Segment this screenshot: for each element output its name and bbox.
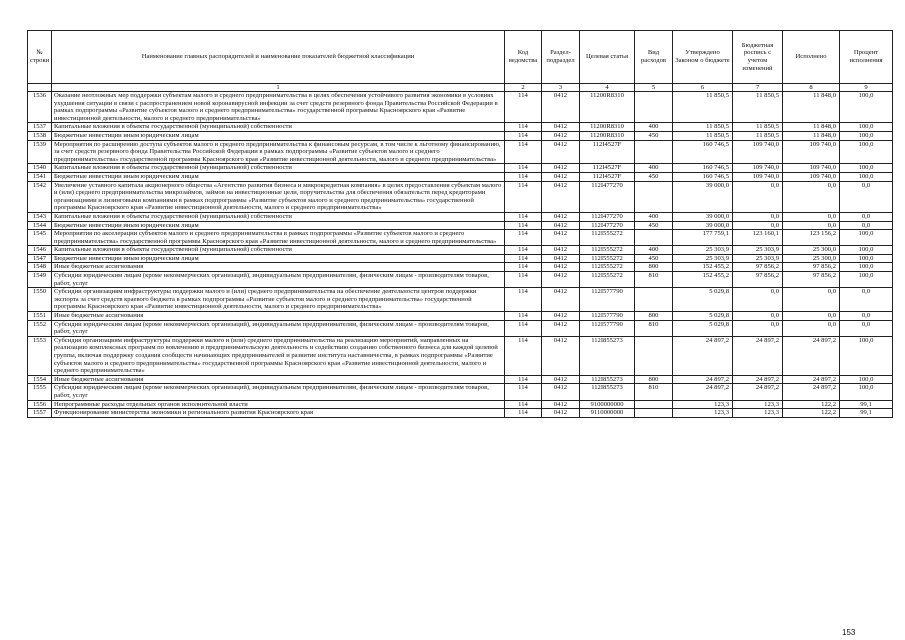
- table-row: [28, 336, 893, 375]
- approved-cell: 160 746,5: [673, 140, 733, 164]
- approved-cell: 11 850,5: [673, 131, 733, 140]
- column-index: 5: [635, 84, 673, 92]
- percent-cell: 100,0: [840, 123, 893, 132]
- row-number-cell: 1548: [28, 263, 52, 272]
- target-item-cell: 112I477270: [580, 181, 635, 212]
- expense-type-cell: 450: [635, 131, 673, 140]
- expense-type-cell: 450: [635, 254, 673, 263]
- roster-cell: 11 850,5: [733, 131, 783, 140]
- target-item-cell: 112I4527F: [580, 140, 635, 164]
- approved-cell: 123,3: [673, 409, 733, 418]
- row-name-cell: Субсидии юридическим лицам (кроме некоммерческих организаций), индивидуальным предпринимателям, физическим лицам - производителям товаров, работ, услуг: [52, 320, 505, 336]
- section-cell: 0412: [542, 409, 580, 418]
- target-item-cell: 9110000000: [580, 409, 635, 418]
- executed-cell: 25 300,0: [783, 246, 840, 255]
- column-index: 7: [733, 84, 783, 92]
- percent-cell: 99,1: [840, 409, 893, 418]
- budget-execution-table: [27, 30, 893, 418]
- table-row: [28, 221, 893, 230]
- expense-type-cell: [635, 140, 673, 164]
- header-name: Наименование главных распорядителей и наименование показателей бюджетной классификации: [52, 31, 505, 84]
- target-item-cell: 112I555272: [580, 246, 635, 255]
- roster-cell: 123,3: [733, 409, 783, 418]
- row-name-cell: Функционирование министерства экономики и регионального развития Красноярского края: [52, 409, 505, 418]
- row-number-cell: 1540: [28, 164, 52, 173]
- table-row: [28, 312, 893, 321]
- table-row: [28, 246, 893, 255]
- row-number-cell: 1544: [28, 221, 52, 230]
- row-name-cell: Мероприятия по акселерации субъектов малого и среднего предпринимательства в рамках подпрограммы «Развитие субъектов малого и среднего предпринимательства» государственной программы Красноярского края «Развитие инвестиционной деятельности, малого и среднего предпринимательства»: [52, 230, 505, 246]
- expense-type-cell: 450: [635, 172, 673, 181]
- percent-cell: 100,0: [840, 92, 893, 123]
- section-cell: 0412: [542, 400, 580, 409]
- section-cell: 0412: [542, 246, 580, 255]
- row-number-cell: 1543: [28, 212, 52, 221]
- roster-cell: 109 740,0: [733, 140, 783, 164]
- roster-cell: 25 303,9: [733, 254, 783, 263]
- executed-cell: 11 848,0: [783, 123, 840, 132]
- header-executed: Исполнено: [783, 31, 840, 84]
- department-code-cell: 114: [505, 131, 542, 140]
- table-row: [28, 254, 893, 263]
- table-row: [28, 181, 893, 212]
- target-item-cell: 11200R8310: [580, 92, 635, 123]
- section-cell: 0412: [542, 272, 580, 288]
- expense-type-cell: [635, 336, 673, 375]
- roster-cell: 24 897,2: [733, 384, 783, 400]
- section-cell: 0412: [542, 123, 580, 132]
- target-item-cell: 112I855273: [580, 375, 635, 384]
- expense-type-cell: [635, 181, 673, 212]
- department-code-cell: 114: [505, 123, 542, 132]
- department-code-cell: 114: [505, 312, 542, 321]
- header-percent: Процент исполнения: [840, 31, 893, 84]
- table-row: [28, 320, 893, 336]
- target-item-cell: 11200R8310: [580, 131, 635, 140]
- percent-cell: 100,0: [840, 230, 893, 246]
- approved-cell: 39 000,0: [673, 221, 733, 230]
- section-cell: 0412: [542, 336, 580, 375]
- row-name-cell: Бюджетные инвестиции иным юридическим лицам: [52, 131, 505, 140]
- percent-cell: 100,0: [840, 272, 893, 288]
- percent-cell: 100,0: [840, 336, 893, 375]
- section-cell: 0412: [542, 312, 580, 321]
- expense-type-cell: [635, 409, 673, 418]
- table-row: [28, 230, 893, 246]
- executed-cell: 0,0: [783, 312, 840, 321]
- executed-cell: 109 740,0: [783, 172, 840, 181]
- executed-cell: 0,0: [783, 221, 840, 230]
- section-cell: 0412: [542, 375, 580, 384]
- department-code-cell: 114: [505, 288, 542, 312]
- roster-cell: 11 850,5: [733, 92, 783, 123]
- expense-type-cell: 450: [635, 221, 673, 230]
- table-row: [28, 172, 893, 181]
- header-row-number: № строки: [28, 31, 52, 84]
- row-name-cell: Оказание неотложных мер поддержки субъектам малого и среднего предпринимательства в целях обеспечения устойчивого развития экономики в условиях ухудшения ситуации в связи с распространением новой коронавирусной инфекции за счет средств резервного фонда Правительства Российской Федерации в рамках подпрограммы «Развитие субъектов малого и среднего предпринимательства» государственной программы Красноярского края «Развитие инвестиционной деятельности, малого и среднего предпринимательства»: [52, 92, 505, 123]
- column-index: 2: [505, 84, 542, 92]
- department-code-cell: 114: [505, 375, 542, 384]
- department-code-cell: 114: [505, 164, 542, 173]
- row-number-cell: 1537: [28, 123, 52, 132]
- target-item-cell: 112I477270: [580, 212, 635, 221]
- row-number-cell: 1554: [28, 375, 52, 384]
- percent-cell: 100,0: [840, 384, 893, 400]
- table-row: [28, 123, 893, 132]
- target-item-cell: 112I577790: [580, 312, 635, 321]
- department-code-cell: 114: [505, 246, 542, 255]
- approved-cell: 24 897,2: [673, 384, 733, 400]
- column-index: 9: [840, 84, 893, 92]
- section-cell: 0412: [542, 131, 580, 140]
- table-row: [28, 140, 893, 164]
- section-cell: 0412: [542, 254, 580, 263]
- table-row: [28, 288, 893, 312]
- column-index: 8: [783, 84, 840, 92]
- expense-type-cell: 400: [635, 212, 673, 221]
- roster-cell: 25 303,9: [733, 246, 783, 255]
- approved-cell: 25 303,9: [673, 246, 733, 255]
- approved-cell: 160 746,5: [673, 164, 733, 173]
- roster-cell: 24 897,2: [733, 375, 783, 384]
- table-row: [28, 375, 893, 384]
- row-number-cell: 1551: [28, 312, 52, 321]
- executed-cell: 109 740,0: [783, 164, 840, 173]
- expense-type-cell: [635, 288, 673, 312]
- approved-cell: 39 000,0: [673, 181, 733, 212]
- executed-cell: 24 897,2: [783, 336, 840, 375]
- department-code-cell: 114: [505, 336, 542, 375]
- percent-cell: 100,0: [840, 172, 893, 181]
- row-name-cell: Субсидия организациям инфраструктуры поддержки малого и (или) среднего предпринимательства на реализацию мероприятий, направленных на реализацию комплексных программ по вовлечению в предпринимательскую деятельность и содействию созданию собственного бизнеса для каждой целевой группы, включая поддержку создания сообществ начинающих предпринимателей и развитие института наставничества, в рамках подпрограммы «Развитие субъектов малого и среднего предпринимательства» государственной программы Красноярского края «Развитие инвестиционной деятельности, малого и среднего предпринимательства»: [52, 336, 505, 375]
- percent-cell: 99,1: [840, 400, 893, 409]
- section-cell: 0412: [542, 263, 580, 272]
- expense-type-cell: 810: [635, 320, 673, 336]
- executed-cell: 109 740,0: [783, 140, 840, 164]
- row-number-cell: 1536: [28, 92, 52, 123]
- row-name-cell: Иные бюджетные ассигнования: [52, 375, 505, 384]
- expense-type-cell: 800: [635, 263, 673, 272]
- table-row: [28, 272, 893, 288]
- row-name-cell: Бюджетные инвестиции иным юридическим лицам: [52, 254, 505, 263]
- approved-cell: 5 029,8: [673, 288, 733, 312]
- page-number: 153: [842, 628, 856, 637]
- percent-cell: 100,0: [840, 375, 893, 384]
- roster-cell: 109 740,0: [733, 164, 783, 173]
- table-row: [28, 263, 893, 272]
- percent-cell: 0,0: [840, 181, 893, 212]
- expense-type-cell: 800: [635, 312, 673, 321]
- row-number-cell: 1547: [28, 254, 52, 263]
- target-item-cell: 112I855273: [580, 336, 635, 375]
- section-cell: 0412: [542, 140, 580, 164]
- executed-cell: 24 897,2: [783, 375, 840, 384]
- target-item-cell: 112I4527F: [580, 172, 635, 181]
- executed-cell: 122,2: [783, 400, 840, 409]
- row-number-cell: 1550: [28, 288, 52, 312]
- roster-cell: 109 740,0: [733, 172, 783, 181]
- row-name-cell: Бюджетные инвестиции иным юридическим лицам: [52, 172, 505, 181]
- column-index: [28, 84, 52, 92]
- executed-cell: 11 848,0: [783, 131, 840, 140]
- target-item-cell: 11200R8310: [580, 123, 635, 132]
- table-row: [28, 400, 893, 409]
- section-cell: 0412: [542, 92, 580, 123]
- row-number-cell: 1541: [28, 172, 52, 181]
- table-row: [28, 384, 893, 400]
- approved-cell: 5 029,8: [673, 312, 733, 321]
- percent-cell: 100,0: [840, 246, 893, 255]
- row-name-cell: Иные бюджетные ассигнования: [52, 263, 505, 272]
- section-cell: 0412: [542, 212, 580, 221]
- section-cell: 0412: [542, 384, 580, 400]
- row-name-cell: Увеличение уставного капитала акционерного общества «Агентство развития бизнеса и микрокредитная компания» в целях предоставления субъектам малого и (или) среднего предпринимательства микрозаймов, займов на инвестиционные цели, поручительства для обеспечения обязательств перед кредиторами организациями и лизинговыми компаниями в рамках подпрограммы «Развитие субъектов малого и среднего предпринимательства» государственной программы Красноярского края «Развитие инвестиционной деятельности, малого и среднего предпринимательства»: [52, 181, 505, 212]
- executed-cell: 122,2: [783, 409, 840, 418]
- target-item-cell: 112I477270: [580, 221, 635, 230]
- section-cell: 0412: [542, 172, 580, 181]
- row-name-cell: Капитальные вложения в объекты государственной (муниципальной) собственности: [52, 164, 505, 173]
- roster-cell: 11 850,5: [733, 123, 783, 132]
- percent-cell: 0,0: [840, 320, 893, 336]
- row-number-cell: 1552: [28, 320, 52, 336]
- section-cell: 0412: [542, 181, 580, 212]
- header-section: Раздел-подраздел: [542, 31, 580, 84]
- percent-cell: 0,0: [840, 212, 893, 221]
- row-name-cell: Субсидии юридическим лицам (кроме некоммерческих организаций), индивидуальным предпринимателям, физическим лицам - производителям товаров, работ, услуг: [52, 272, 505, 288]
- department-code-cell: 114: [505, 181, 542, 212]
- expense-type-cell: 810: [635, 272, 673, 288]
- approved-cell: 5 029,8: [673, 320, 733, 336]
- department-code-cell: 114: [505, 263, 542, 272]
- approved-cell: 152 455,2: [673, 272, 733, 288]
- section-cell: 0412: [542, 230, 580, 246]
- header-target-item: Целевая статья: [580, 31, 635, 84]
- percent-cell: 0,0: [840, 288, 893, 312]
- approved-cell: 152 455,2: [673, 263, 733, 272]
- row-name-cell: Капитальные вложения в объекты государственной (муниципальной) собственности: [52, 246, 505, 255]
- approved-cell: 39 000,0: [673, 212, 733, 221]
- header-approved: Утверждено Законом о бюджете: [673, 31, 733, 84]
- expense-type-cell: [635, 92, 673, 123]
- executed-cell: 0,0: [783, 320, 840, 336]
- column-index: 4: [580, 84, 635, 92]
- percent-cell: 100,0: [840, 140, 893, 164]
- section-cell: 0412: [542, 221, 580, 230]
- roster-cell: 24 897,2: [733, 336, 783, 375]
- target-item-cell: 112I555272: [580, 272, 635, 288]
- executed-cell: 0,0: [783, 288, 840, 312]
- executed-cell: 11 848,0: [783, 92, 840, 123]
- expense-type-cell: 400: [635, 123, 673, 132]
- department-code-cell: 114: [505, 230, 542, 246]
- approved-cell: 11 850,5: [673, 123, 733, 132]
- percent-cell: 0,0: [840, 221, 893, 230]
- executed-cell: 25 300,0: [783, 254, 840, 263]
- row-name-cell: Капитальные вложения в объекты государственной (муниципальной) собственности: [52, 212, 505, 221]
- expense-type-cell: 810: [635, 384, 673, 400]
- approved-cell: 24 897,2: [673, 336, 733, 375]
- department-code-cell: 114: [505, 140, 542, 164]
- executed-cell: 0,0: [783, 181, 840, 212]
- roster-cell: 0,0: [733, 212, 783, 221]
- percent-cell: 100,0: [840, 164, 893, 173]
- roster-cell: 97 856,2: [733, 272, 783, 288]
- target-item-cell: 112I555272: [580, 230, 635, 246]
- column-index-row: [28, 84, 893, 92]
- row-name-cell: Непрограммные расходы отдельных органов исполнительной власти: [52, 400, 505, 409]
- row-number-cell: 1555: [28, 384, 52, 400]
- executed-cell: 123 156,2: [783, 230, 840, 246]
- approved-cell: 177 759,1: [673, 230, 733, 246]
- row-number-cell: 1542: [28, 181, 52, 212]
- expense-type-cell: 400: [635, 164, 673, 173]
- department-code-cell: 114: [505, 172, 542, 181]
- row-number-cell: 1539: [28, 140, 52, 164]
- row-number-cell: 1538: [28, 131, 52, 140]
- row-name-cell: Иные бюджетные ассигнования: [52, 312, 505, 321]
- target-item-cell: 112I577790: [580, 288, 635, 312]
- roster-cell: 123,3: [733, 400, 783, 409]
- department-code-cell: 114: [505, 400, 542, 409]
- budget-table-sheet: [27, 30, 892, 418]
- row-number-cell: 1549: [28, 272, 52, 288]
- column-index: 6: [673, 84, 733, 92]
- expense-type-cell: 800: [635, 375, 673, 384]
- department-code-cell: 114: [505, 384, 542, 400]
- section-cell: 0412: [542, 320, 580, 336]
- section-cell: 0412: [542, 164, 580, 173]
- column-index: 3: [542, 84, 580, 92]
- approved-cell: 11 850,5: [673, 92, 733, 123]
- department-code-cell: 114: [505, 272, 542, 288]
- target-item-cell: 112I555272: [580, 263, 635, 272]
- expense-type-cell: [635, 400, 673, 409]
- percent-cell: 100,0: [840, 263, 893, 272]
- roster-cell: 123 160,1: [733, 230, 783, 246]
- department-code-cell: 114: [505, 92, 542, 123]
- percent-cell: 100,0: [840, 131, 893, 140]
- executed-cell: 24 897,2: [783, 384, 840, 400]
- percent-cell: 0,0: [840, 312, 893, 321]
- table-body: [28, 92, 893, 418]
- target-item-cell: 112I855273: [580, 384, 635, 400]
- column-index: 1: [52, 84, 505, 92]
- roster-cell: 0,0: [733, 181, 783, 212]
- row-name-cell: Капитальные вложения в объекты государственной (муниципальной) собственности: [52, 123, 505, 132]
- roster-cell: 97 856,2: [733, 263, 783, 272]
- header-row: [28, 31, 893, 84]
- row-name-cell: Мероприятия по расширению доступа субъектов малого и среднего предпринимательства к финансовым ресурсам, в том числе к льготному финансированию, за счет средств резервного фонда Правительства Российской Федерации в рамках подпрограммы «Развитие субъектов малого и среднего предпринимательства» государственной программы Красноярского края «Развитие инвестиционной деятельности, малого и среднего предпринимательства»: [52, 140, 505, 164]
- header-department-code: Код ведомства: [505, 31, 542, 84]
- roster-cell: 0,0: [733, 312, 783, 321]
- expense-type-cell: 400: [635, 246, 673, 255]
- table-row: [28, 131, 893, 140]
- target-item-cell: 112I577790: [580, 320, 635, 336]
- approved-cell: 25 303,9: [673, 254, 733, 263]
- target-item-cell: 112I555272: [580, 254, 635, 263]
- roster-cell: 0,0: [733, 320, 783, 336]
- roster-cell: 0,0: [733, 221, 783, 230]
- department-code-cell: 114: [505, 254, 542, 263]
- approved-cell: 160 746,5: [673, 172, 733, 181]
- roster-cell: 0,0: [733, 288, 783, 312]
- row-name-cell: Субсидии юридическим лицам (кроме некоммерческих организаций), индивидуальным предпринимателям, физическим лицам - производителям товаров, работ, услуг: [52, 384, 505, 400]
- row-number-cell: 1545: [28, 230, 52, 246]
- row-name-cell: Субсидии организациям инфраструктуры поддержки малого и (или) среднего предпринимательства на обеспечение деятельности центров поддержки экспорта за счет средств краевого бюджета в рамках подпрограммы «Развитие субъектов малого и среднего предпринимательства» государственной программы Красноярского края «Развитие инвестиционной деятельности, малого и среднего предпринимательства»: [52, 288, 505, 312]
- row-name-cell: Бюджетные инвестиции иным юридическим лицам: [52, 221, 505, 230]
- percent-cell: 100,0: [840, 254, 893, 263]
- row-number-cell: 1556: [28, 400, 52, 409]
- approved-cell: 123,3: [673, 400, 733, 409]
- department-code-cell: 114: [505, 320, 542, 336]
- department-code-cell: 114: [505, 212, 542, 221]
- target-item-cell: 9100000000: [580, 400, 635, 409]
- table-row: [28, 409, 893, 418]
- table-row: [28, 164, 893, 173]
- header-budget-roster: Бюджетная роспись с учетом изменений: [733, 31, 783, 84]
- executed-cell: 0,0: [783, 212, 840, 221]
- section-cell: 0412: [542, 288, 580, 312]
- expense-type-cell: [635, 230, 673, 246]
- target-item-cell: 112I4527F: [580, 164, 635, 173]
- row-number-cell: 1546: [28, 246, 52, 255]
- row-number-cell: 1553: [28, 336, 52, 375]
- department-code-cell: 114: [505, 221, 542, 230]
- table-row: [28, 92, 893, 123]
- executed-cell: 97 856,2: [783, 272, 840, 288]
- table-row: [28, 212, 893, 221]
- department-code-cell: 114: [505, 409, 542, 418]
- approved-cell: 24 897,2: [673, 375, 733, 384]
- row-number-cell: 1557: [28, 409, 52, 418]
- executed-cell: 97 856,2: [783, 263, 840, 272]
- header-expense-type: Вид расходов: [635, 31, 673, 84]
